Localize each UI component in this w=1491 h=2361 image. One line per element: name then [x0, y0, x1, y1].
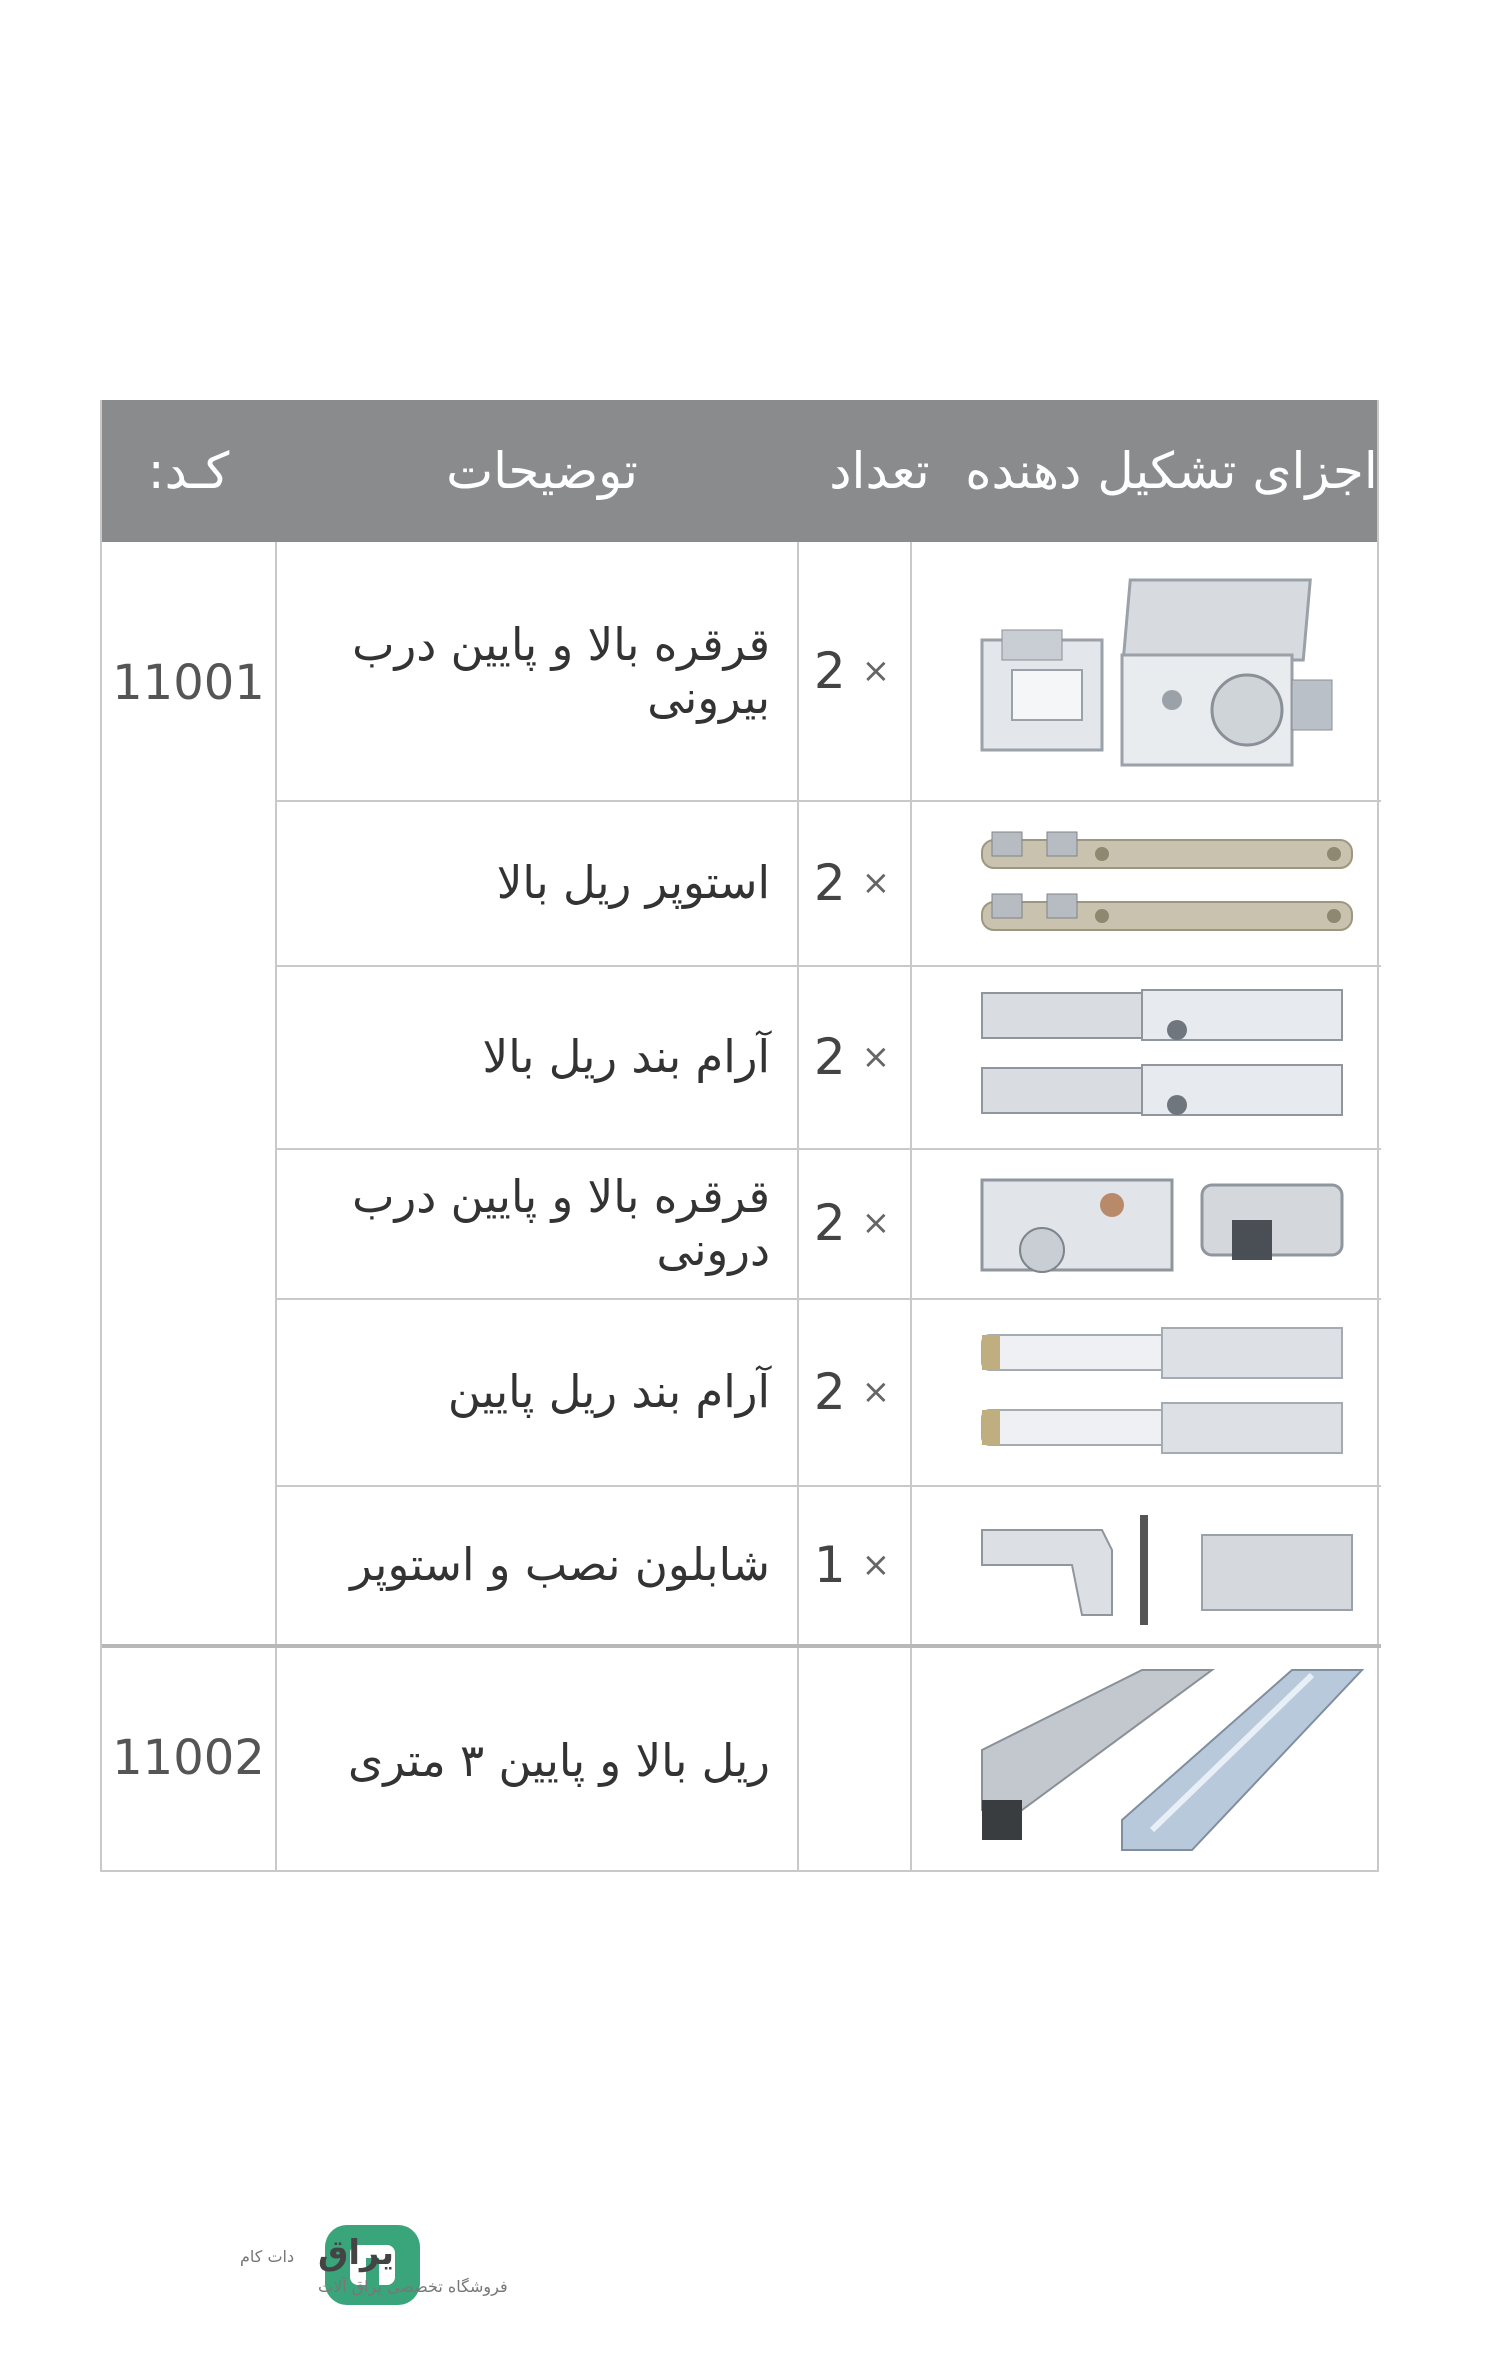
bottom-rail-soft-close-image — [962, 1310, 1362, 1475]
row-description: ریل بالا و پایین ۳ متری — [348, 1733, 770, 1787]
row-quantity — [797, 1648, 907, 1872]
row-quantity — [797, 800, 907, 965]
top-rail-soft-close-image — [962, 978, 1362, 1138]
logo-brand: یراق — [318, 2233, 394, 2273]
multiply-sign: × — [861, 1371, 891, 1412]
table-header — [102, 400, 1377, 542]
quantity-value: 2 — [813, 853, 846, 912]
row-quantity — [797, 542, 907, 800]
rail-profile-image — [962, 1660, 1362, 1860]
row-quantity — [797, 1485, 907, 1644]
quantity-value: 2 — [813, 642, 846, 700]
yaragh-logo — [100, 2220, 508, 2310]
multiply-sign: × — [861, 1036, 891, 1077]
inner-door-roller-image — [962, 1160, 1362, 1288]
code-value: 11002 — [112, 1730, 265, 1786]
grid-line — [910, 542, 912, 1872]
installation-template-image — [962, 1495, 1362, 1635]
outer-door-roller-image — [962, 560, 1362, 785]
row-quantity — [797, 965, 907, 1148]
row-description: آرام بند ریل بالا — [482, 1030, 770, 1083]
logo-suffix: دات کام — [240, 2247, 295, 2266]
multiply-sign: × — [861, 862, 891, 903]
row-description: قرقره بالا و پایین درب بیرونی — [352, 618, 770, 724]
multiply-sign: × — [861, 1544, 891, 1585]
header-components: اجزای تشکیل دهنده — [965, 442, 1378, 500]
header-description: توضیحات — [446, 442, 638, 500]
row-description: شابلون نصب و استوپر — [350, 1538, 770, 1591]
logo-tagline: فروشگاه تخصصی یراق آلات — [318, 2277, 508, 2296]
quantity-value: 2 — [813, 1194, 846, 1252]
grid-line — [275, 542, 277, 1872]
code-value: 11001 — [112, 655, 265, 711]
header-quantity: تعداد — [829, 442, 930, 500]
quantity-value: 2 — [813, 1027, 846, 1086]
header-code: کـد: — [147, 442, 230, 500]
multiply-sign: × — [861, 1203, 891, 1243]
row-quantity — [797, 1298, 907, 1485]
components-table — [100, 400, 1379, 1872]
top-rail-stopper-image — [962, 810, 1362, 955]
row-description: قرقره بالا و پایین درب درونی — [352, 1170, 770, 1276]
quantity-value: 2 — [813, 1362, 846, 1421]
quantity-value: 1 — [813, 1535, 846, 1594]
row-description: استوپر ریل بالا — [496, 856, 770, 909]
row-quantity — [797, 1148, 907, 1298]
row-description: آرام بند ریل پایین — [447, 1365, 770, 1418]
multiply-sign: × — [861, 651, 891, 691]
